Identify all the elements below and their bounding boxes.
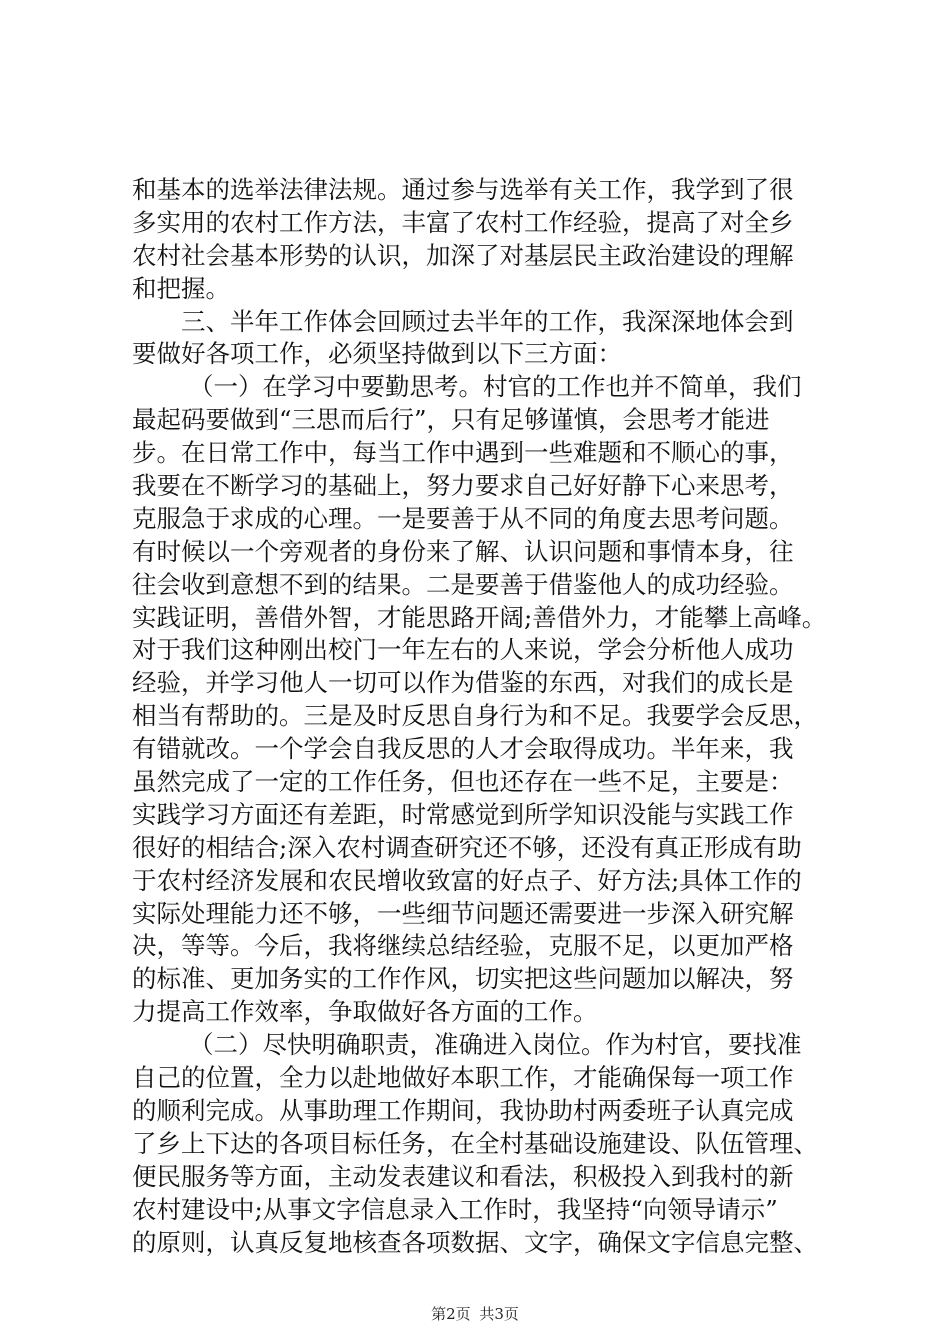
text-line: 有时候以一个旁观者的身份来了解、认识问题和事情本身，往 <box>132 536 794 566</box>
text-line: 力提高工作效率，争取做好各方面的工作。 <box>132 997 598 1027</box>
text-line-subsection-2: （二）尽快明确职责，准确进入岗位。作为村官，要找准 <box>189 1030 802 1060</box>
text-line: 对于我们这种刚出校门一年左右的人来说，学会分析他人成功 <box>132 635 794 665</box>
text-line: 农村建设中;从事文字信息录入工作时，我坚持“向领导请示” <box>132 1194 778 1224</box>
text-line: 便民服务等方面，主动发表建议和看法，积极投入到我村的新 <box>132 1161 794 1191</box>
text-line: 的标准、更加务实的工作作风，切实把这些问题加以解决，努 <box>132 964 794 994</box>
text-line-section-heading: 三、半年工作体会回顾过去半年的工作，我深深地体会到 <box>181 306 794 336</box>
text-line: 要做好各项工作，必须坚持做到以下三方面： <box>132 339 622 369</box>
text-line: 虽然完成了一定的工作任务，但也还存在一些不足，主要是： <box>132 767 794 797</box>
page-total: 共3页 <box>479 1305 519 1323</box>
text-line: 有错就改。一个学会自我反思的人才会取得成功。半年来，我 <box>132 734 794 764</box>
text-line: 经验，并学习他人一切可以作为借鉴的东西，对我们的成长是 <box>132 668 794 698</box>
text-line: 实际处理能力还不够，一些细节问题还需要进一步深入研究解 <box>132 898 794 928</box>
text-line-subsection-1: （一）在学习中要勤思考。村官的工作也并不简单，我们 <box>189 372 802 402</box>
text-line: 相当有帮助的。三是及时反思自身行为和不足。我要学会反思， <box>132 701 818 731</box>
text-line: 和基本的选举法律法规。通过参与选举有关工作，我学到了很 <box>132 175 794 204</box>
text-line: 最起码要做到“三思而后行”，只有足够谨慎，会思考才能进 <box>132 405 770 435</box>
text-line: 了乡上下达的各项目标任务，在全村基础设施建设、队伍管理、 <box>132 1128 818 1158</box>
text-line: 于农村经济发展和农民增收致富的好点子、好方法;具体工作的 <box>132 865 802 895</box>
text-line: 克服急于求成的心理。一是要善于从不同的角度去思考问题。 <box>132 503 794 533</box>
text-line: 实践证明，善借外智，才能思路开阔;善借外力，才能攀上高峰。 <box>132 602 827 632</box>
page-footer <box>0 1303 950 1324</box>
document-body <box>132 174 832 1259</box>
text-line: 的原则，认真反复地核查各项数据、文字，确保文字信息完整、 <box>132 1227 818 1257</box>
text-line: 决，等等。今后，我将继续总结经验，克服不足，以更加严格 <box>132 931 794 961</box>
text-line: 很好的相结合;深入农村调查研究还不够，还没有真正形成有助 <box>132 832 802 862</box>
text-line: 自己的位置，全力以赴地做好本职工作，才能确保每一项工作 <box>132 1063 794 1093</box>
text-line: 农村社会基本形势的认识，加深了对基层民主政治建设的理解 <box>132 240 794 270</box>
text-line: 往会收到意想不到的结果。二是要善于借鉴他人的成功经验。 <box>132 569 794 599</box>
page-number: 第2页 <box>431 1305 471 1323</box>
text-line: 我要在不断学习的基础上，努力要求自己好好静下心来思考， <box>132 471 794 501</box>
text-line: 步。在日常工作中，每当工作中遇到一些难题和不顺心的事， <box>132 438 794 468</box>
text-line: 实践学习方面还有差距，时常感觉到所学知识没能与实践工作 <box>132 799 794 829</box>
text-line: 的顺利完成。从事助理工作期间，我协助村两委班子认真完成 <box>132 1095 794 1125</box>
text-line: 和把握。 <box>132 273 230 303</box>
text-line: 多实用的农村工作方法，丰富了农村工作经验，提高了对全乡 <box>132 207 794 237</box>
